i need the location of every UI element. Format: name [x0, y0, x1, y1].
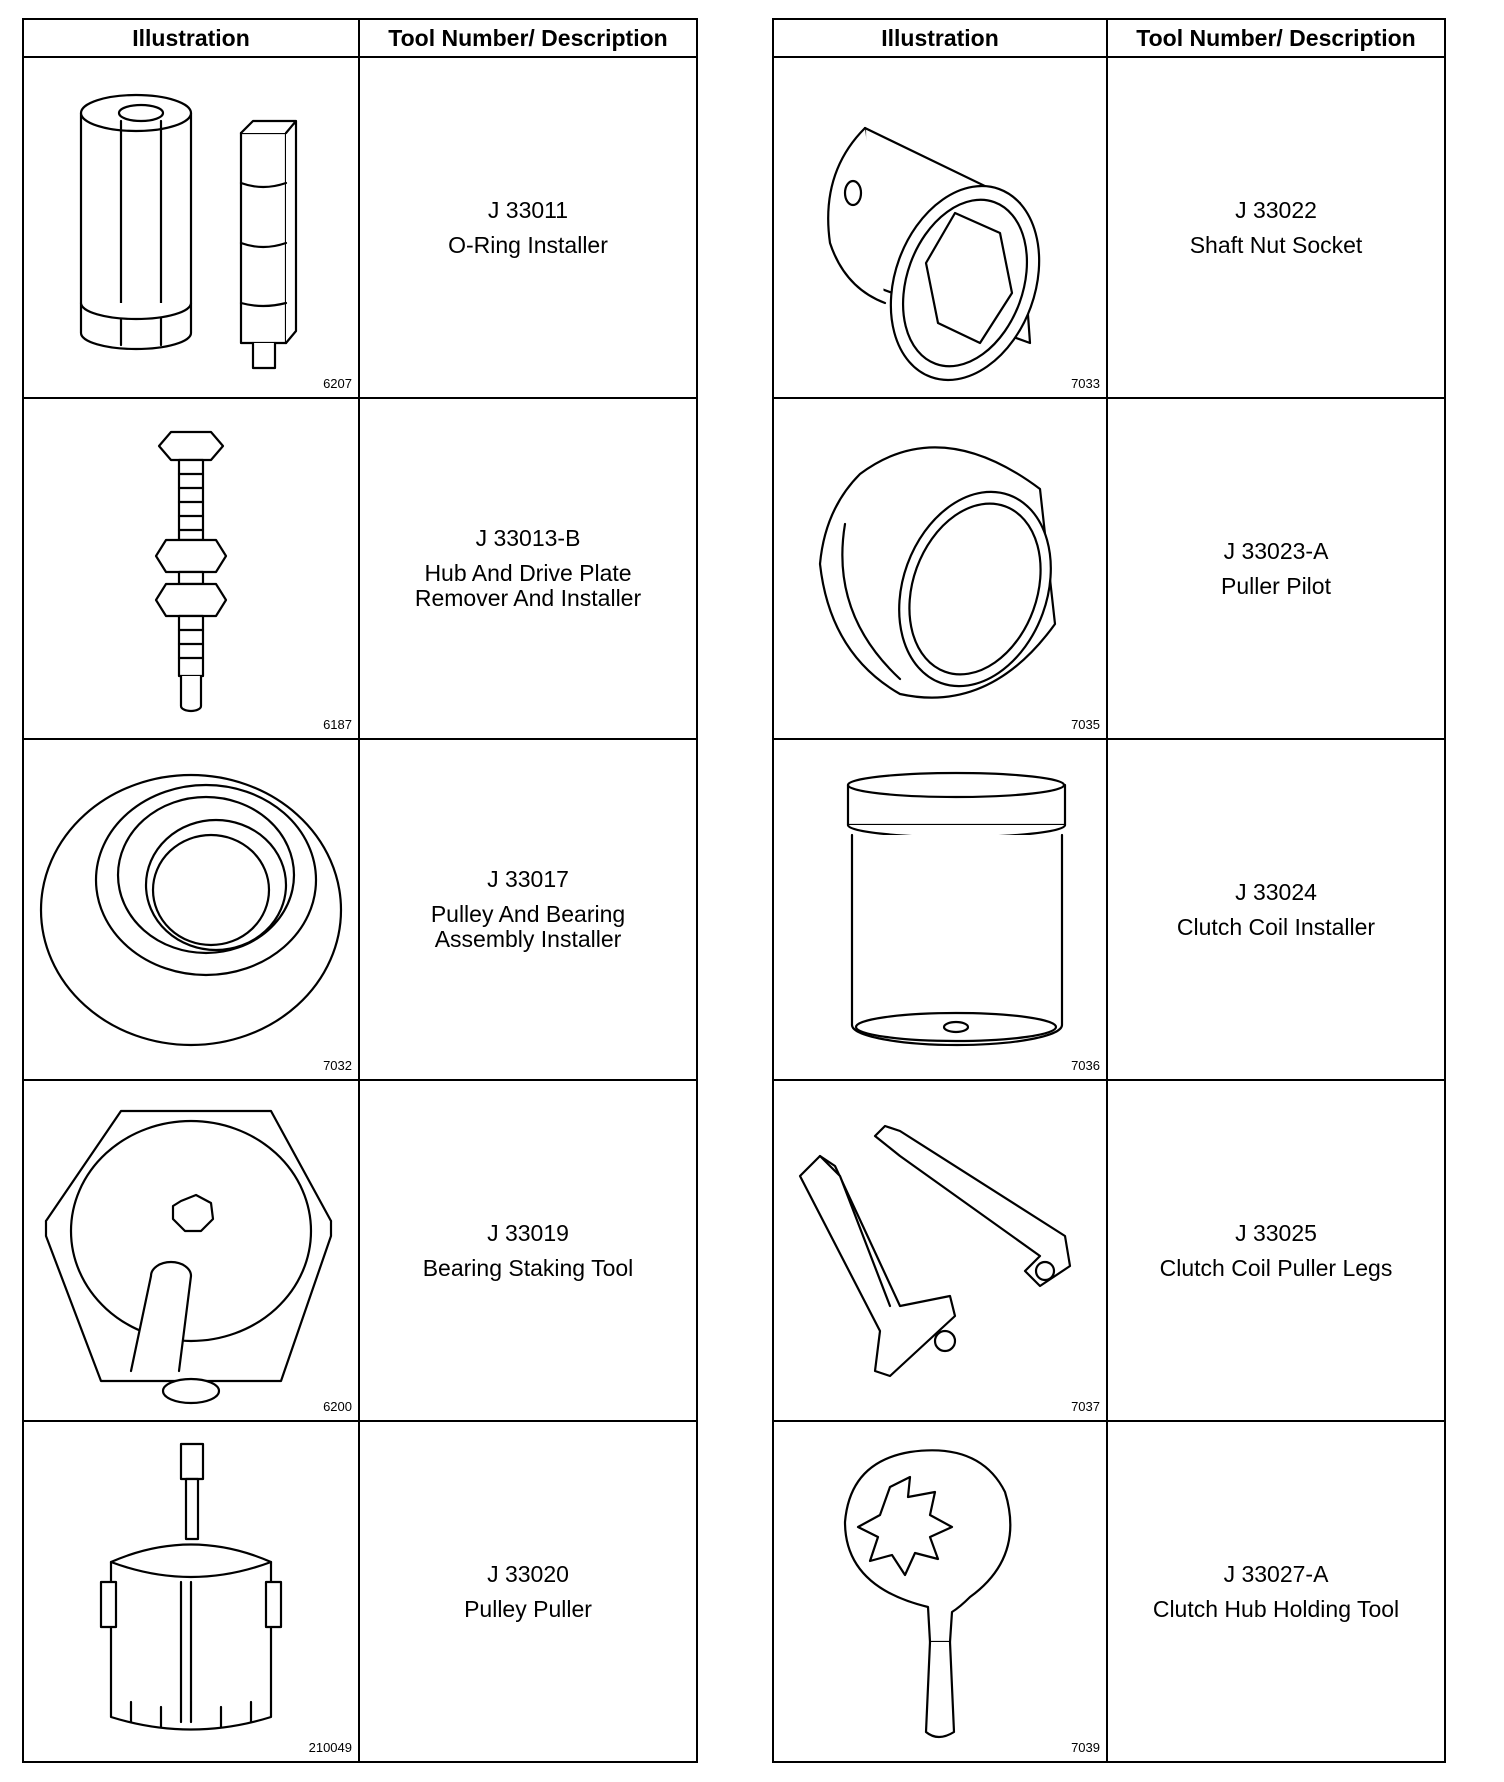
tool-number: J 33019 — [487, 1219, 569, 1246]
figure-number: 6187 — [323, 717, 352, 732]
figure-number: 210049 — [308, 1740, 352, 1755]
table-row — [23, 1080, 697, 1421]
table-row — [773, 398, 1445, 739]
illustration-header: Illustration — [23, 19, 359, 57]
illustration-cell — [773, 1080, 1107, 1421]
tool-number: J 33022 — [1235, 196, 1317, 223]
tool-description-header: Tool Number/ Description — [1107, 19, 1445, 57]
tool-name: Hub And Drive Plate Remover And Installer — [414, 560, 642, 611]
tool-name: Clutch Hub Holding Tool — [1152, 1595, 1400, 1622]
table-row — [23, 739, 697, 1080]
clutch-hub-holding-tool-icon — [790, 1437, 1090, 1747]
table-row — [773, 1080, 1445, 1421]
tool-name: Pulley And Bearing Assembly Installer — [430, 901, 626, 952]
tool-description-cell — [359, 57, 697, 398]
tool-description-cell — [359, 1421, 697, 1762]
tool-name: Clutch Coil Installer — [1176, 913, 1376, 940]
figure-number: 7036 — [1071, 1058, 1100, 1073]
figure-number: 7037 — [1071, 1399, 1100, 1414]
table-row — [23, 1421, 697, 1762]
figure-number: 7039 — [1071, 1740, 1100, 1755]
pulley-puller-icon — [41, 1432, 341, 1752]
tool-number: J 33020 — [487, 1560, 569, 1587]
tool-description-header: Tool Number/ Description — [359, 19, 697, 57]
table-row — [773, 57, 1445, 398]
table-row — [23, 398, 697, 739]
tool-number: J 33024 — [1235, 878, 1317, 905]
tool-name: Puller Pilot — [1221, 572, 1331, 599]
tool-description-cell — [359, 739, 697, 1080]
table-row — [773, 1421, 1445, 1762]
tool-number: J 33017 — [487, 866, 569, 892]
illustration-cell — [773, 57, 1107, 398]
tool-name: Shaft Nut Socket — [1189, 231, 1363, 258]
tool-number: J 33013-B — [475, 525, 581, 551]
figure-number: 7035 — [1071, 717, 1100, 732]
tool-description-cell — [1107, 1080, 1445, 1421]
bearing-staking-tool-icon — [31, 1091, 351, 1411]
illustration-cell — [773, 1421, 1107, 1762]
tool-number: J 33025 — [1235, 1219, 1317, 1246]
pulley-bearing-installer-icon — [31, 750, 351, 1070]
tool-description-cell — [359, 398, 697, 739]
table-row — [773, 739, 1445, 1080]
figure-number: 7033 — [1071, 376, 1100, 391]
tool-name: Clutch Coil Puller Legs — [1159, 1254, 1393, 1281]
table-row — [23, 57, 697, 398]
tool-number: J 33011 — [487, 196, 569, 223]
tool-description-cell — [1107, 57, 1445, 398]
hub-drive-plate-remover-icon — [41, 414, 341, 724]
illustration-cell — [773, 739, 1107, 1080]
shaft-nut-socket-icon — [790, 73, 1090, 383]
o-ring-installer-icon — [41, 73, 341, 383]
clutch-coil-installer-icon — [790, 755, 1090, 1065]
illustration-cell — [23, 398, 359, 739]
illustration-header: Illustration — [773, 19, 1107, 57]
illustration-cell — [23, 1080, 359, 1421]
illustration-cell — [23, 1421, 359, 1762]
puller-pilot-icon — [790, 414, 1090, 724]
tool-name: O-Ring Installer — [448, 231, 608, 258]
figure-number: 6207 — [323, 376, 352, 391]
tool-description-cell — [1107, 398, 1445, 739]
tool-table-right — [772, 18, 1446, 1763]
illustration-cell — [773, 398, 1107, 739]
tool-number: J 33023-A — [1223, 537, 1329, 564]
tool-table-left — [22, 18, 698, 1763]
figure-number: 6200 — [323, 1399, 352, 1414]
tool-description-cell — [1107, 1421, 1445, 1762]
figure-number: 7032 — [323, 1058, 352, 1073]
clutch-coil-puller-legs-icon — [780, 1096, 1100, 1406]
tool-description-cell — [1107, 739, 1445, 1080]
tool-number: J 33027-A — [1223, 1560, 1329, 1587]
illustration-cell — [23, 57, 359, 398]
tool-name: Bearing Staking Tool — [422, 1254, 634, 1281]
tool-name: Pulley Puller — [464, 1595, 592, 1622]
illustration-cell — [23, 739, 359, 1080]
tool-description-cell — [359, 1080, 697, 1421]
